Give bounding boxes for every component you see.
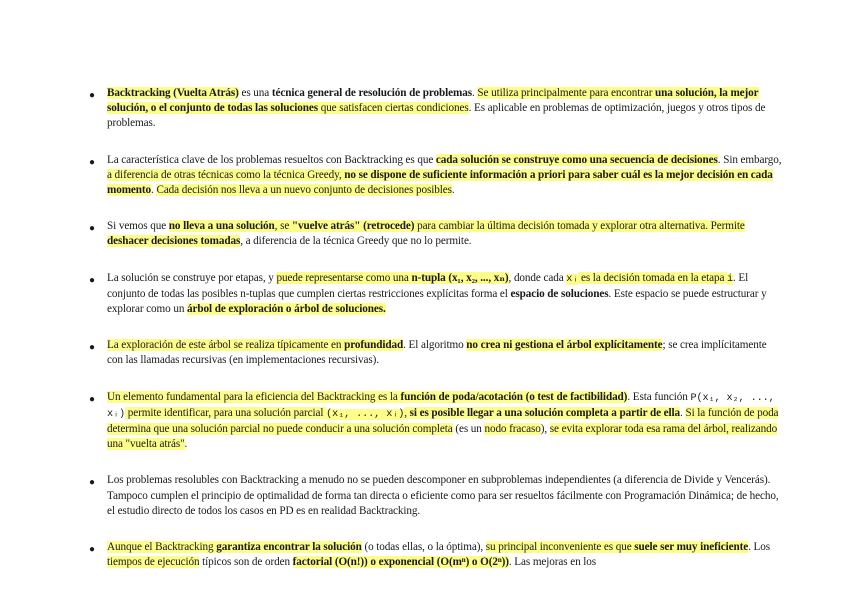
text-run: su principal inconveniente es que <box>485 541 635 554</box>
bold-text: árbol de exploración o árbol de soluciones. <box>187 303 386 316</box>
bold-text: no se dispone de suficiente información a priori para saber cuál es la mejor decisión en cada momento <box>107 168 773 197</box>
text-run: P(x₁, x₂, ..., xᵢ) <box>107 392 775 420</box>
bold-text: si es posible llegar a una solución completa a partir de ella <box>409 406 681 419</box>
bullet-dot: ● <box>89 477 95 489</box>
bullet-dot: ● <box>89 90 95 101</box>
bullet-list <box>88 86 782 591</box>
bullet-item <box>88 271 782 318</box>
text-run: tiempos de ejecución <box>107 556 200 569</box>
text-run: i <box>727 273 734 285</box>
text-run: Si vemos que <box>107 220 169 233</box>
bold-text: Backtracking (Vuelta Atrás) <box>107 87 239 99</box>
bold-text: no crea ni gestiona el árbol explícitamente <box>466 339 663 352</box>
text-run: . <box>151 184 157 197</box>
bold-text: una solución, la mejor solución, o el conjunto de todas las soluciones <box>107 87 759 115</box>
text-run: (o todas ellas, o la óptima), <box>361 541 486 554</box>
text-run: . Las mejoras en los <box>508 556 597 569</box>
text-run: . <box>472 87 478 99</box>
text-run: a diferencia de otras técnicas como la técnica Greedy, <box>107 168 345 181</box>
bullet-item <box>88 473 782 519</box>
bullet-item <box>88 390 782 453</box>
bullet-item <box>88 338 782 368</box>
text-run: ), <box>540 423 550 436</box>
text-run: nodo fracaso <box>484 423 541 436</box>
bullet-dot: ● <box>89 342 95 354</box>
text-run: . Este espacio se puede estructurar y explorar como un <box>107 287 767 316</box>
bold-text: espacio de soluciones <box>510 287 609 300</box>
bold-text: función de poda/acotación (o test de factibilidad) <box>400 390 628 403</box>
text-run: es la decisión tomada en la etapa <box>578 271 728 284</box>
text-run: . Esta función <box>627 390 691 403</box>
bullet-dot: ● <box>89 156 95 168</box>
bullet-item <box>88 219 782 249</box>
bullet-dot: ● <box>89 544 95 556</box>
text-run: , donde cada <box>508 271 567 284</box>
text-run: . El algoritmo <box>403 339 467 352</box>
text-run: xᵢ <box>566 273 579 285</box>
bullet-item <box>88 86 782 132</box>
bold-text: suele ser muy ineficiente <box>634 541 749 554</box>
text-run: . <box>184 438 188 451</box>
text-run: es una <box>238 87 272 99</box>
bullet-item <box>88 540 782 570</box>
text-run: . Los <box>748 541 770 554</box>
bullet-dot: ● <box>89 393 95 405</box>
bullet-dot: ● <box>89 223 95 235</box>
bold-text: n-tupla (x₁, x₂, ..., xₙ) <box>411 271 509 284</box>
text-run: (x₁, ..., xᵢ) <box>326 408 405 420</box>
text-run: . <box>680 406 686 419</box>
text-run: que satisfacen ciertas condiciones <box>318 102 469 115</box>
bold-text: profundidad <box>344 339 404 352</box>
text-run: permite identificar, para una solución parcial <box>125 406 327 419</box>
text-run: (es un <box>452 423 485 436</box>
bold-text: "vuelve atrás" (retrocede) <box>291 220 415 233</box>
text-run: La solución se construye por etapas, y <box>107 271 277 284</box>
bold-text: cada solución se construye como una secuencia de decisiones <box>435 153 718 166</box>
text-run: La exploración de este árbol se realiza típicamente en <box>107 339 345 352</box>
text-run: Se utiliza principalmente para encontrar <box>477 87 656 99</box>
text-run: , se <box>274 220 292 233</box>
bullet-item <box>88 153 782 199</box>
text-run: . El conjunto de todas las posibles n-tuplas que cumplen ciertas restricciones explícitas forma el <box>107 271 749 300</box>
text-run: Los problemas resolubles con Backtracking a menudo no se pueden descomponer en subproblemas independientes (a diferencia de Divide y Vencerás). Tampoco cumplen el principio de optimalidad de forma tan directa o eficiente como para ser resueltos fácilmente con Programación Dinámica; de hecho, el estudio directo de todos los casos en PD es en realidad Backtracking. <box>107 474 779 517</box>
bold-text: deshacer decisiones tomadas <box>107 235 241 248</box>
bold-text: garantiza encontrar la solución <box>216 541 362 554</box>
text-run: ; se crea implícitamente con las llamadas recursivas (en implementaciones recursivas). <box>107 339 767 367</box>
text-run: . <box>451 184 455 197</box>
bold-text: técnica general de resolución de problemas <box>271 87 473 99</box>
text-run: se evita explorar toda esa rama del árbol, realizando una "vuelta atrás" <box>107 423 778 451</box>
text-run: La característica clave de los problemas resueltos con Backtracking es que <box>107 153 436 166</box>
text-run: , a diferencia de la técnica Greedy que no lo permite. <box>240 235 472 248</box>
text-run: Si la función de poda determina que una solución parcial no puede conducir a una solución completa <box>107 406 779 436</box>
text-run: . Es aplicable en problemas de optimización, juegos y otros tipos de problemas. <box>107 102 766 130</box>
bullet-dot: ● <box>89 274 95 286</box>
text-run: , <box>404 406 410 419</box>
text-run: puede representarse como una <box>276 271 412 284</box>
text-run: . Sin embargo, <box>717 153 782 166</box>
text-run: Aunque el Backtracking <box>107 541 217 554</box>
text-run: Cada decisión nos lleva a un nuevo conjunto de decisiones posibles <box>156 184 452 197</box>
bold-text: no lleva a una solución <box>168 220 275 233</box>
text-run: para cambiar la última decisión tomada y explorar otra alternativa. Permite <box>414 220 745 233</box>
text-run: típicos son de orden <box>199 556 293 569</box>
text-run: Un elemento fundamental para la eficiencia del Backtracking es la <box>107 390 401 403</box>
bold-text: factorial (O(n!)) o exponencial (O(mⁿ) o O(2ⁿ)) <box>292 556 509 569</box>
